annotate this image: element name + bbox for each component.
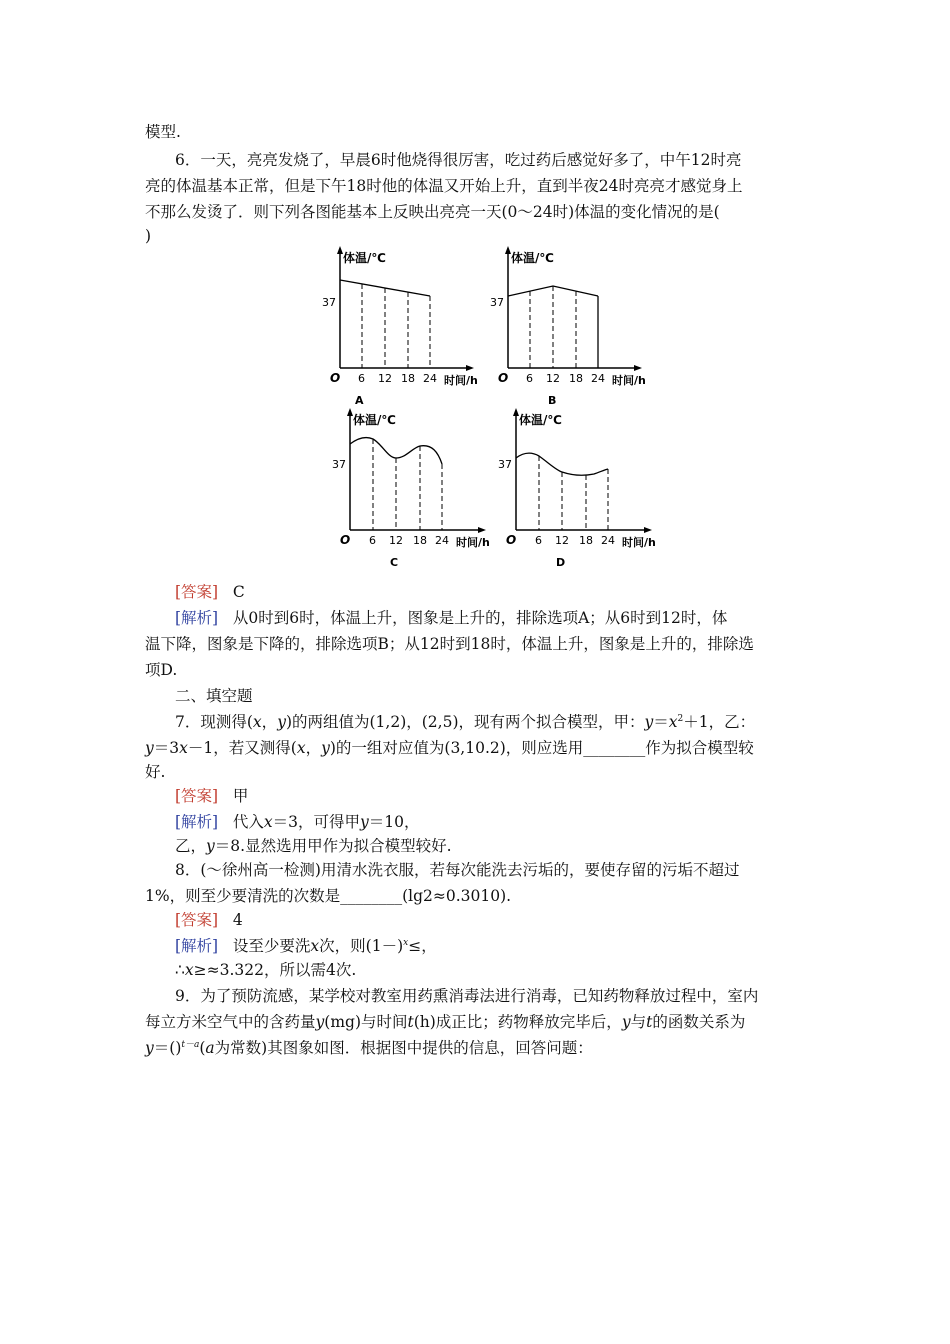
tick-label: 24 — [435, 534, 449, 547]
analysis-6-line-1 — [175, 606, 727, 630]
y-axis-label: 体温/℃ — [519, 413, 562, 427]
tick-label: 6 — [535, 534, 542, 547]
analysis-tag: [解析] — [175, 937, 219, 955]
question-7-line-3 — [145, 760, 165, 784]
answer-text: C — [232, 583, 245, 601]
text: 不那么发烫了．则下列各图能基本上反映出亮亮一天(0～24时)体温的变化情况的是( — [145, 203, 720, 221]
origin-label: O — [506, 533, 517, 547]
question-9-line-2: 每立方米空气中的含药量y(mg)与时间t(h)成正比；药物释放完毕后，y与t的函数关系为 — [145, 1013, 746, 1031]
text: 1%，则至少要清洗的次数是________(lg2≈0.3010). — [145, 887, 512, 905]
tick-label-37: 37 — [490, 296, 504, 309]
question-8-line-1 — [175, 858, 739, 882]
x-axis-label: 时间/h — [456, 536, 490, 549]
text: 温下降，图象是下降的，排除选项B；从12时到18时，体温上升，图象是上升的，排除选 — [145, 635, 754, 653]
text: 项D. — [145, 661, 178, 679]
graph-caption: D — [556, 556, 566, 569]
x-axis-label: 时间/h — [612, 374, 646, 387]
text: ) — [145, 227, 152, 245]
tick-label: 18 — [579, 534, 593, 547]
analysis-8-line-2: ∴x≥≈3.322，所以需4次. — [175, 961, 357, 979]
tick-label: 12 — [555, 534, 569, 547]
graph-b — [486, 244, 656, 406]
x-axis-label: 时间/h — [622, 536, 656, 549]
graph-caption: C — [390, 556, 399, 569]
tick-label: 18 — [569, 372, 583, 385]
text: 从0时到6时，体温上升，图象是上升的，排除选项A；从6时到12时，体 — [232, 609, 728, 627]
text: 8．(～徐州高一检测)用清水洗衣服，若每次能洗去污垢的，要使存留的污垢不超过 — [175, 861, 740, 879]
graph-d — [494, 406, 666, 570]
x-axis-arrow — [644, 527, 652, 533]
text: 好. — [145, 763, 166, 781]
question-6-line-2 — [145, 174, 742, 198]
graph-caption: B — [548, 394, 557, 406]
y-axis-label: 体温/℃ — [343, 251, 386, 265]
answer-6 — [175, 580, 245, 604]
tick-label: 6 — [526, 372, 533, 385]
tick-label: 12 — [389, 534, 403, 547]
text: 亮的体温基本正常，但是下午18时他的体温又开始上升，直到半夜24时亮亮才感觉身上 — [145, 177, 743, 195]
y-axis-label: 体温/℃ — [353, 413, 396, 427]
analysis-7-line-2: 乙，y＝8.显然选用甲作为拟合模型较好. — [175, 837, 452, 855]
x-axis-label: 时间/h — [444, 374, 478, 387]
graph-a — [318, 244, 488, 406]
text: 二、填空题 — [175, 687, 253, 705]
x-axis-arrow — [466, 365, 474, 371]
tick-label-37: 37 — [498, 458, 512, 471]
tick-label: 24 — [423, 372, 437, 385]
x-axis-arrow — [478, 527, 486, 533]
temperature-curve — [516, 453, 608, 475]
tick-label-37: 37 — [332, 458, 346, 471]
graph-c — [328, 406, 500, 570]
answer-8 — [175, 908, 243, 932]
text: 9．为了预防流感，某学校对教室用药熏消毒法进行消毒，已知药物释放过程中，室内 — [175, 987, 759, 1005]
tick-label: 18 — [413, 534, 427, 547]
tick-label: 12 — [378, 372, 392, 385]
analysis-tag: [解析] — [175, 813, 219, 831]
answer-text: 甲 — [232, 787, 249, 805]
text: 6．一天，亮亮发烧了，早晨6时他烧得很厉害，吃过药后感觉好多了，中午12时亮 — [175, 151, 742, 169]
graph-caption: A — [355, 394, 364, 406]
text-line — [145, 120, 181, 144]
y-axis-label: 体温/℃ — [511, 251, 554, 265]
answer-tag: [答案] — [175, 787, 219, 805]
answer-text: 4 — [232, 911, 243, 929]
origin-label: O — [330, 371, 341, 385]
answer-7 — [175, 784, 248, 808]
question-6-line-1 — [175, 148, 741, 172]
analysis-6-line-3 — [145, 658, 177, 682]
tick-label: 24 — [591, 372, 605, 385]
tick-label: 18 — [401, 372, 415, 385]
analysis-tag: [解析] — [175, 609, 219, 627]
tick-label-37: 37 — [322, 296, 336, 309]
question-9-line-3: y＝()$^{t-a}$(a为常数)其图象如图．根据图中提供的信息，回答问题： — [145, 1039, 593, 1057]
tick-label: 6 — [369, 534, 376, 547]
x-axis-arrow — [634, 365, 642, 371]
question-7-line-1: 7．现测得(x，y)的两组值为(1,2)，(2,5)，现有两个拟合模型，甲：$y=x^2+1$，乙： — [175, 713, 756, 731]
analysis-7-line-1: [解析] 代入x＝3，可得甲y＝10， — [175, 813, 420, 831]
section-heading — [175, 684, 253, 708]
tick-label: 6 — [358, 372, 365, 385]
text: 模型. — [145, 123, 181, 141]
tick-label: 24 — [601, 534, 615, 547]
question-6-line-3 — [145, 200, 720, 224]
answer-tag: [答案] — [175, 583, 219, 601]
origin-label: O — [340, 533, 351, 547]
analysis-6-line-2 — [145, 632, 754, 656]
question-9-line-1 — [175, 984, 758, 1008]
question-7-line-2: y＝3x－1，若又测得(x，y)的一组对应值为(3,10.2)，则应选用________作为拟合模型较 — [145, 739, 754, 757]
analysis-8-line-1: [解析] 设至少要洗x次，则$(1-)^x\le$， — [175, 937, 437, 955]
question-6-line-4 — [145, 224, 151, 248]
question-8-line-2 — [145, 884, 511, 908]
tick-label: 12 — [546, 372, 560, 385]
origin-label: O — [498, 371, 509, 385]
answer-tag: [答案] — [175, 911, 219, 929]
